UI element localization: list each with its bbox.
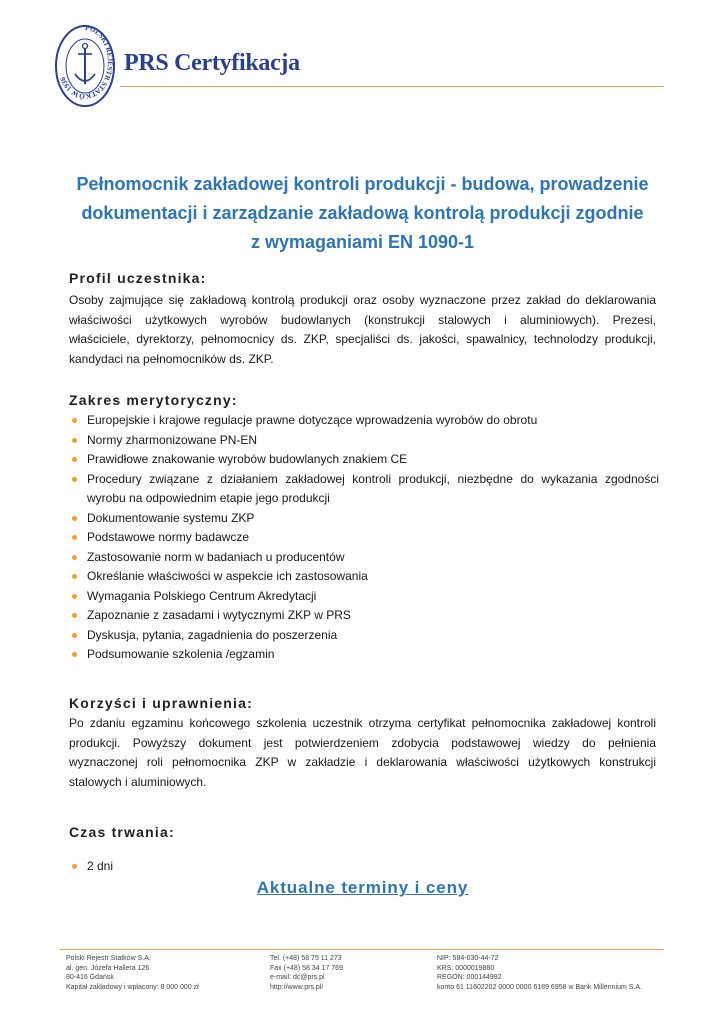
bullet-icon [72, 477, 77, 482]
para-line: wyznaczonej roli pełnomocnika ZKP w zakładzie i deklarowania właściwości użytkowych konstrukcji [69, 755, 656, 769]
footer-email-link[interactable]: e-mail: dc@prs.pl [270, 974, 325, 982]
footer-company: Polski Rejestr Statków S.A. al. gen. Józefa Hallera 126 80-416 Gdańsk Kapitał zakładowy i wpłacony: 8 000 000 zł [66, 955, 199, 991]
footer-website-link[interactable]: http://www.prs.pl/ [270, 983, 324, 991]
bullet-icon [72, 574, 77, 579]
list-item: Dokumentowanie systemu ZKP [69, 509, 659, 529]
zakres-list [69, 411, 659, 665]
list-item: Prawidłowe znakowanie wyrobów budowlanych znakiem CE [69, 450, 659, 470]
footer-rule [60, 949, 664, 950]
bullet-icon [72, 457, 77, 462]
list-item: Procedury związane z działaniem zakładowej kontroli produkcji, niezbędne do wykazania zgodności wyrobu na odpowiednim etapie jego produkcji [69, 470, 659, 509]
logo-ring-text: POLSKI REJESTR STATKÓW 1936 [58, 23, 115, 101]
list-item: Zapoznanie z zasadami i wytycznymi ZKP w PRS [69, 606, 659, 626]
document-title [60, 170, 665, 257]
prs-logo [54, 22, 116, 110]
para-line: stalowych i aluminiowych. [69, 774, 207, 789]
bullet-icon [72, 555, 77, 560]
bullet-icon [72, 633, 77, 638]
list-item: Określanie właściwości w aspekcie ich zastosowania [69, 567, 659, 587]
title-line: dokumentacji i zarządzanie zakładową kontrolą produkcji zgodnie [81, 203, 644, 223]
footer-contact: Tel. (+48) 58 75 11 273 Fax (+48) 58 34 17 769 e-mail: dc@prs.pl http://www.prs.pl/ [270, 955, 343, 991]
brand-name: PRS Certyfikacja [124, 50, 300, 76]
para-line: właściciele, dyrektorzy, pełnomocnicy ds. ZKP, specjaliści ds. jakości, spawalnicy, technolodzy produkcji, [69, 332, 656, 346]
bullet-icon [72, 652, 77, 657]
korzysci-paragraph [69, 714, 656, 792]
czas-list [69, 857, 659, 877]
para-line: Osoby zajmujące się zakładową kontrolą produkcji oraz osoby wyznaczone przez zakład do deklarowania [69, 293, 656, 307]
footer-registration: NIP: 584-030-44-72 KRS: 0000019880 REGON: 000144992 konto 61 11602202 0000 0000 6189 6958 w Bank Millennium S.A. [437, 955, 642, 991]
list-item: Dyskusja, pytania, zagadnienia do poszerzenia [69, 626, 659, 646]
para-line: kandydaci na pełnomocników ds. ZKP. [69, 351, 274, 366]
list-item: Zastosowanie norm w badaniach u producentów [69, 548, 659, 568]
bullet-icon [72, 516, 77, 521]
korzysci-heading: Korzyści i uprawnienia: [69, 695, 253, 711]
bullet-icon [72, 613, 77, 618]
list-item: Europejskie i krajowe regulacje prawne dotyczące wprowadzenia wyrobów do obrotu [69, 411, 659, 431]
czas-heading: Czas trwania: [69, 824, 175, 840]
bullet-icon [72, 535, 77, 540]
para-line: produkcji. Powyższy dokument jest potwierdzeniem zdobycia podstawowej wiedzy do pełnienia [69, 735, 656, 750]
profil-paragraph [69, 291, 656, 369]
bullet-icon [72, 438, 77, 443]
terms-prices-link[interactable]: Aktualne terminy i ceny [256, 878, 469, 897]
bullet-icon [72, 594, 77, 599]
bullet-icon [72, 418, 77, 423]
bullet-icon [72, 864, 77, 869]
list-item: 2 dni [69, 857, 659, 877]
list-item: Podstawowe normy badawcze [69, 528, 659, 548]
header-rule [120, 86, 664, 87]
title-line: z wymaganiami EN 1090-1 [250, 232, 475, 252]
para-line: Po zdaniu egzaminu końcowego szkolenia uczestnik otrzyma certyfikat pełnomocnika zakładowej kontroli [69, 716, 656, 730]
zakres-heading: Zakres merytoryczny: [69, 392, 238, 408]
list-item: Wymagania Polskiego Centrum Akredytacji [69, 587, 659, 607]
list-item: Normy zharmonizowane PN-EN [69, 431, 659, 451]
profil-heading: Profil uczestnika: [69, 270, 207, 286]
list-item: Podsumowanie szkolenia /egzamin [69, 645, 659, 665]
title-line: Pełnomocnik zakładowej kontroli produkcji - budowa, prowadzenie [76, 174, 649, 194]
para-line: właściwości użytkowych wyrobów budowlanych (konstrukcji stalowych i aluminiowych). Prezesi, [69, 312, 656, 327]
